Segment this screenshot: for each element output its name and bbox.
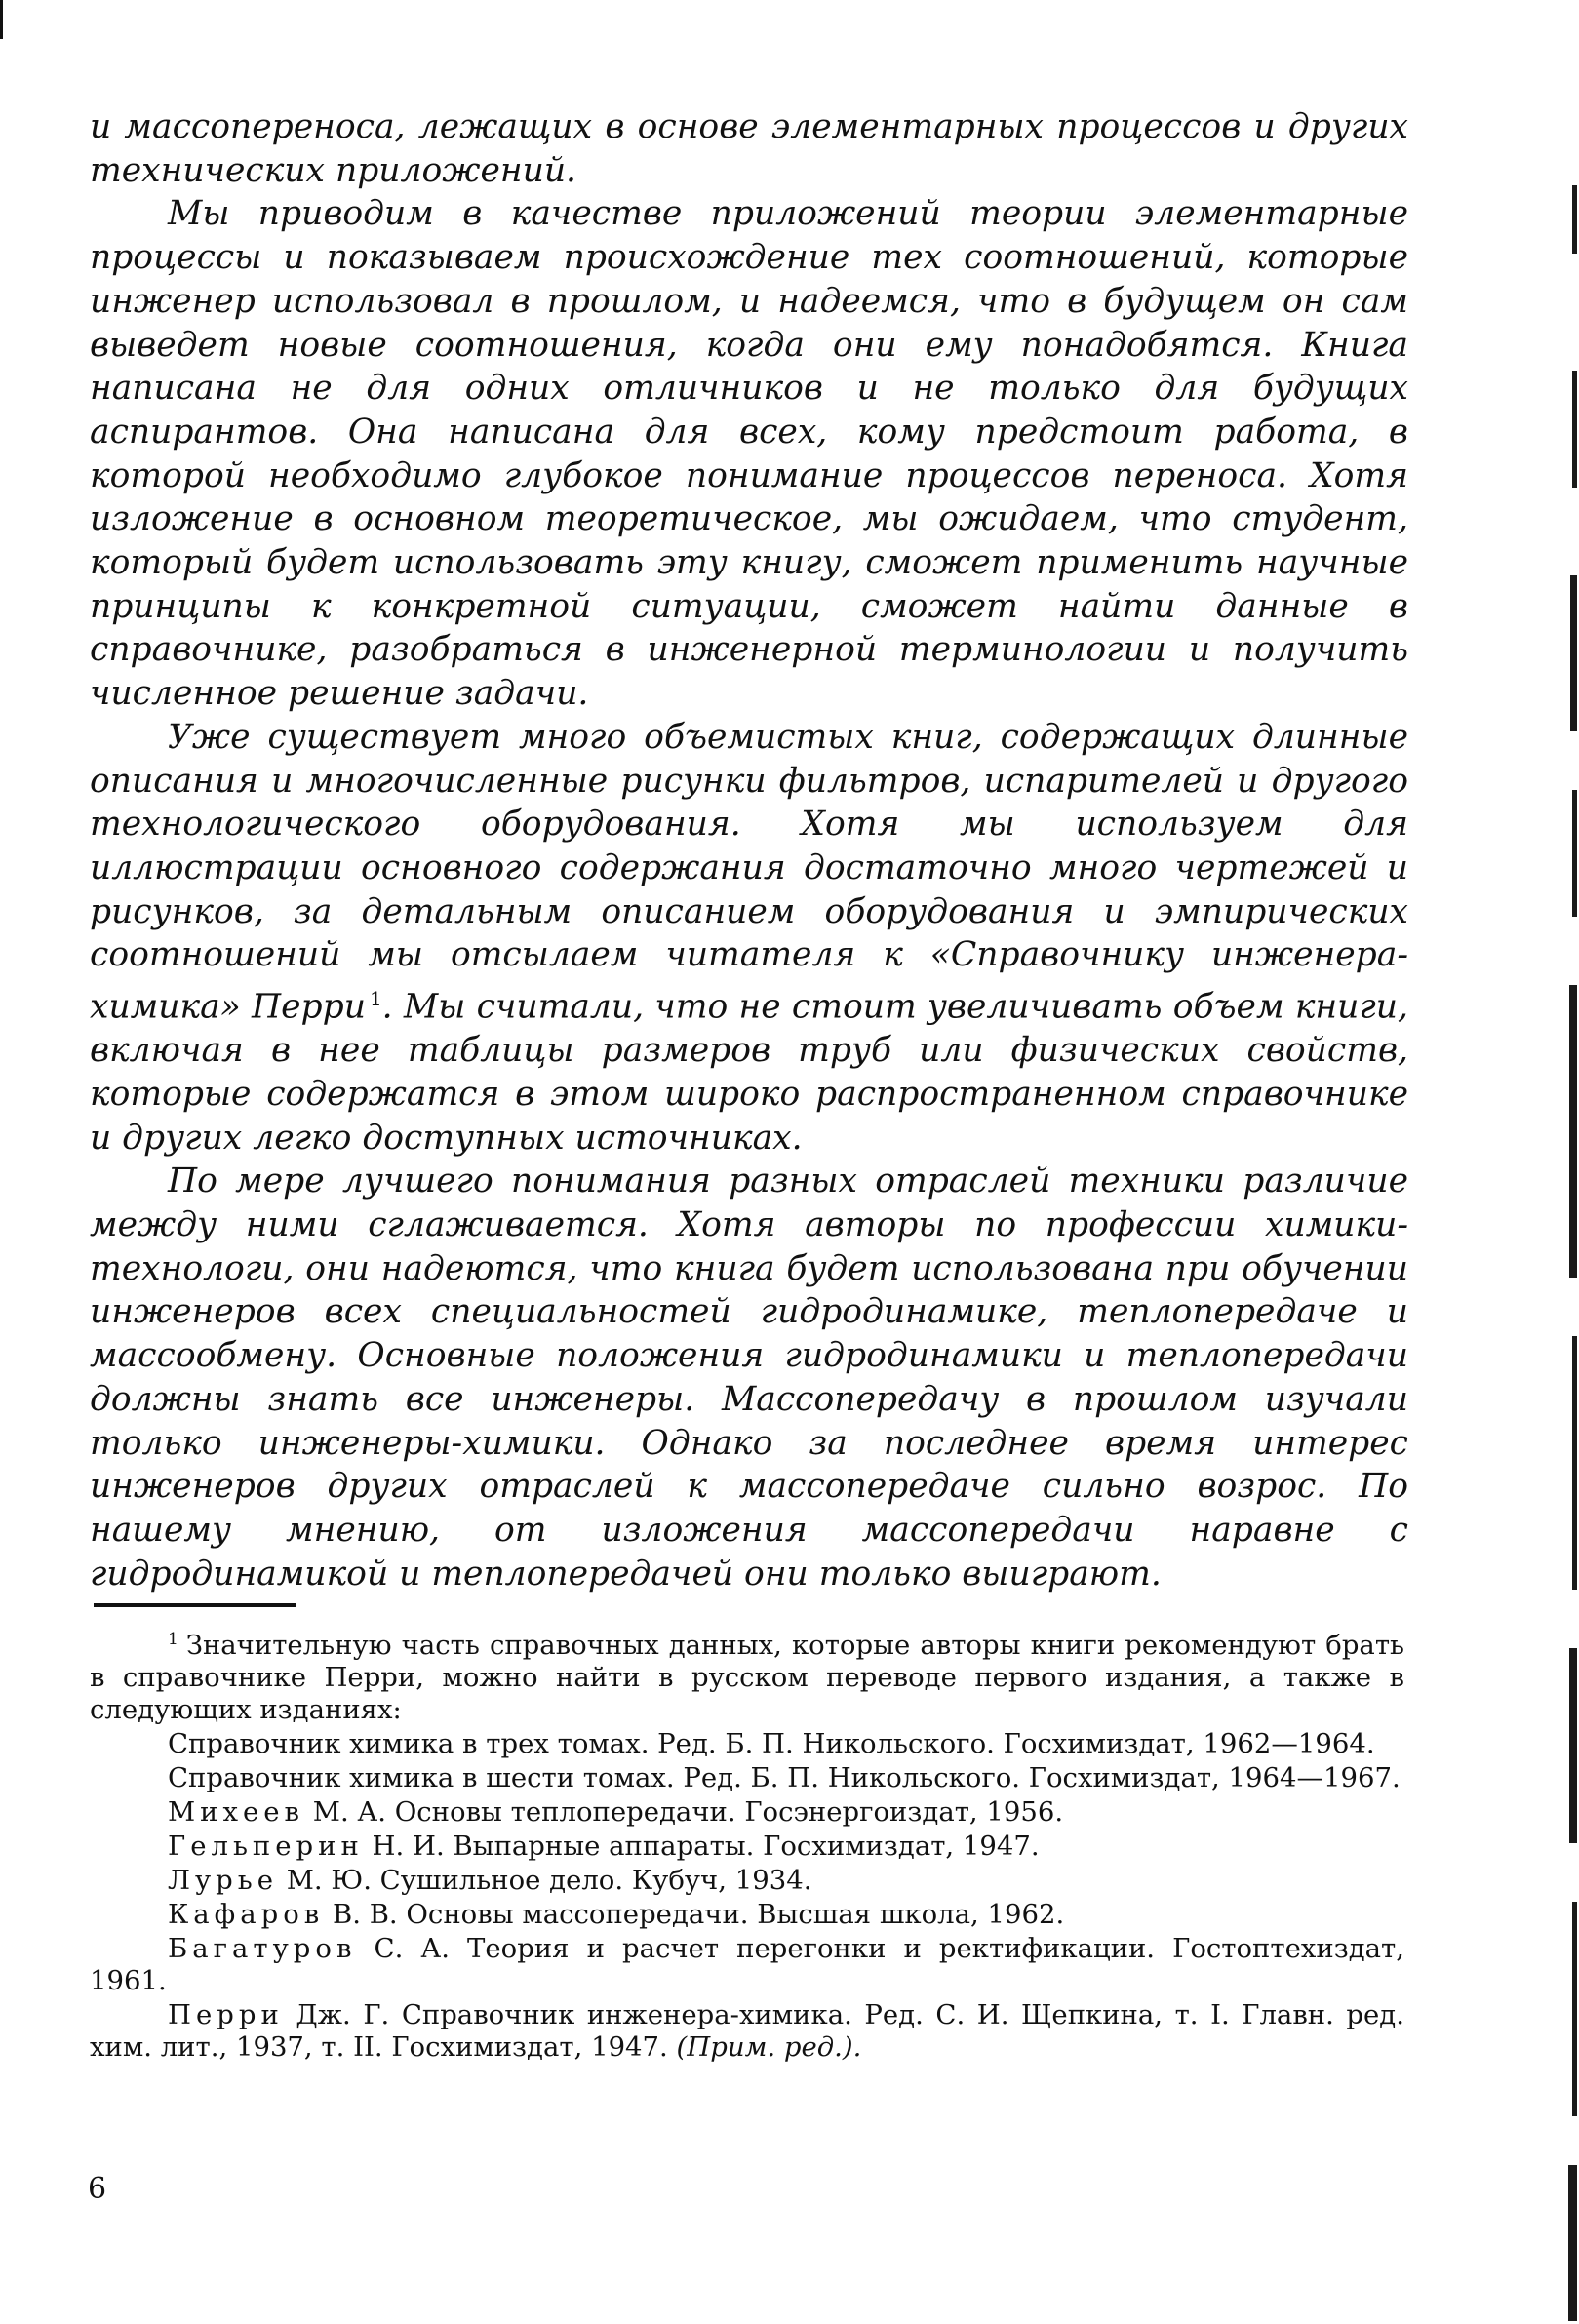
paragraph-engineering-fields: По мере лучшего понимания разных отраслей техники различие между ними сглаживается. Хотя авторы по профессии химики-технологи, они надеются, что книга будет использована при обучении инженеров всех специальностей гидродинамике, теплопередаче и массообмену. Основные положения гидродинамики и теплопередачи должны знать все инженеры. Массопередачу в прошлом изучали только инженеры-химики. Однако за последнее время интерес инженеров других отраслей к массопередаче сильно возрос. По нашему мнению, от изложения массопередачи наравне с гидродинамикой и теплопередачей они только выиграют.: [90, 1162, 1408, 1594]
paragraph-handbooks-text-before: Уже существует много объемистых книг, содержащих длинные описания и многочисленные рисунки фильтров, испарителей и другого технологического оборудования. Хотя мы используем для иллюстрации основного содержания достаточно много чертежей и рисунков, за детальным описанием оборудования и эмпирических соотношений мы отсылаем читателя к «Справочнику инженера-химика» Перри: [90, 717, 1408, 1027]
paragraph-handbooks-text-after: . Мы считали, что не стоит увеличивать объем книги, включая в нее таблицы размеров труб или физических свойств, которые содержатся в этом широко распространенном справочнике и других легко доступных источниках.: [90, 987, 1408, 1158]
footnote-reference: [90, 1796, 1404, 1829]
reference-text: Справочник химика в трех томах. Ред. Б. П. Никольского. Госхимиздат, 1962—1964.: [168, 1728, 1375, 1759]
footnote-reference: [90, 1831, 1404, 1863]
reference-author: Перри: [168, 1999, 284, 2030]
scan-edge-mark: [0, 0, 3, 39]
paragraph-handbooks: [90, 716, 1408, 1161]
footnote-reference: [90, 1999, 1404, 2064]
reference-author: Багатуров: [168, 1933, 357, 1964]
footnote-reference: [90, 1762, 1404, 1794]
paragraph-continuation: и массопереноса, лежащих в основе элементарных процессов и других технических приложений.: [90, 107, 1408, 190]
reference-text: В. В. Основы массопередачи. Высшая школа, 1962.: [333, 1899, 1065, 1930]
page-number: 6: [88, 2172, 107, 2206]
footnote-reference: [90, 1933, 1404, 1997]
reference-text: Н. И. Выпарные аппараты. Госхимиздат, 1947.: [372, 1831, 1040, 1862]
footnote-intro-text: Значительную часть справочных данных, которые авторы книги рекомендуют брать в справочнике Перри, можно найти в русском переводе первого издания, а также в следующих изданиях:: [90, 1630, 1404, 1725]
reference-author: Кафаров: [168, 1899, 325, 1930]
editor-note: (Прим. ред.).: [676, 2031, 862, 2063]
reference-author: Лурье: [168, 1865, 278, 1896]
paragraph-applications: Мы приводим в качестве приложений теории элементарные процессы и показываем происхождение тех соотношений, которые инженер использовал в прошлом, и надеемся, что в будущем он сам выведет новые соотношения, когда они ему понадобятся. Книга написана не для одних отличников и не только для будущих аспирантов. Она написана для всех, кому предстоит работа, в которой необходимо глубокое понимание процессов переноса. Хотя изложение в основном теоретическое, мы ожидаем, что студент, который будет использовать эту книгу, сможет применить научные принципы к конкретной ситуации, сможет найти данные в справочнике, разобраться в инженерной терминологии и получить численное решение задачи.: [90, 194, 1408, 714]
reference-author: Михеев: [168, 1796, 305, 1828]
footnote-reference: [90, 1865, 1404, 1897]
footnote-reference: [90, 1899, 1404, 1931]
footnotes: [90, 1624, 1404, 2064]
reference-author: Гельперин: [168, 1831, 364, 1862]
footnote-separator: [94, 1603, 296, 1607]
footnote-reference: [90, 1728, 1404, 1760]
reference-text: С. А. Теория и расчет перегонки и ректификации. Гостоптехиздат, 1961.: [90, 1933, 1404, 1996]
footnote-marker: 1: [369, 987, 382, 1011]
reference-text: М. А. Основы теплопередачи. Госэнергоиздат, 1956.: [312, 1796, 1064, 1828]
footnote-number: 1: [168, 1630, 178, 1649]
reference-text: Справочник химика в шести томах. Ред. Б. П. Никольского. Госхимиздат, 1964—1967.: [168, 1762, 1401, 1793]
reference-text: М. Ю. Сушильное дело. Кубуч, 1934.: [286, 1865, 812, 1896]
scan-edge-shadow: [1565, 185, 1579, 2324]
reference-text: Дж. Г. Справочник инженера-химика. Ред. С. И. Щепкина, т. I. Главн. ред. хим. лит., 1937, т. II. Госхимиздат, 1947.: [90, 1999, 1404, 2063]
footnote-intro: [90, 1624, 1404, 1726]
main-text: [90, 105, 1408, 1595]
